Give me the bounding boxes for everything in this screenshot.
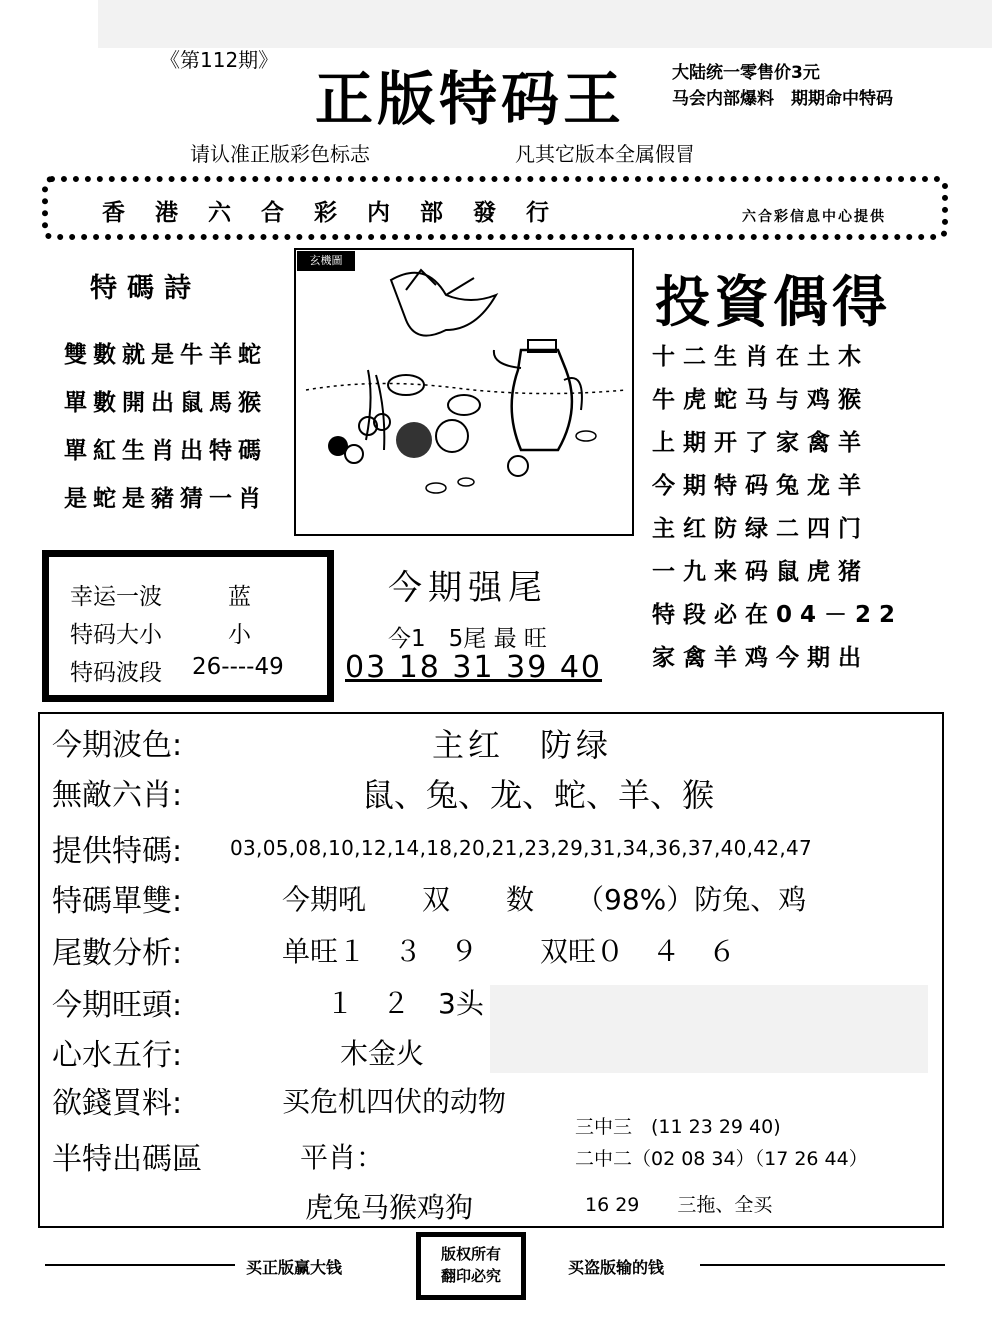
invest-line: 上期开了家禽羊 xyxy=(652,430,869,456)
slogan-note: 马会内部爆料 期期命中特码 xyxy=(672,89,893,109)
strong-tail-subtitle: 今1 5尾 最 旺 xyxy=(388,626,547,652)
footer-right-text: 买盗版输的钱 xyxy=(568,1258,665,1277)
three-in-three: 三中三 (11 23 29 40) xyxy=(575,1116,781,1138)
parity-value: 今期吼 双 数 （98%）防兔、鸡 xyxy=(282,883,807,916)
buy-label: 欲錢買料: xyxy=(52,1086,183,1121)
invest-line: 特段必在04－22 xyxy=(652,602,904,628)
tow-note: 16 29 三拖、全买 xyxy=(585,1194,773,1216)
riddle-illustration xyxy=(296,250,632,534)
six-zodiac-value: 鼠、兔、龙、蛇、羊、猴 xyxy=(362,776,715,814)
invest-line: 十二生肖在土木 xyxy=(652,344,869,370)
element-value: 木金火 xyxy=(340,1037,425,1070)
color-value: 主红 防绿 xyxy=(432,726,613,764)
tail-label: 尾數分析: xyxy=(52,936,183,971)
provide-label: 提供特碼: xyxy=(52,834,183,869)
lucky-wave-value: 蓝 xyxy=(228,584,251,610)
counterfeit-warning: 凡其它版本全属假冒 xyxy=(515,142,695,166)
riddle-picture xyxy=(294,248,634,536)
six-zodiac-label: 無敵六肖: xyxy=(52,778,183,813)
provide-value: 03,05,08,10,12,14,18,20,21,23,29,31,34,36,37,40,42,47 xyxy=(230,836,813,860)
invest-line: 主红防绿二四门 xyxy=(652,516,869,542)
poem-title: 特碼詩 xyxy=(90,273,201,304)
copyright-line: 版权所有 xyxy=(440,1245,501,1263)
flat-label: 平肖： xyxy=(300,1141,385,1174)
range-value: 26----49 xyxy=(192,654,284,680)
strong-tail-numbers: 03 18 31 39 40 xyxy=(345,650,603,685)
price-note: 大陆统一零售价3元 xyxy=(672,63,820,83)
page-title: 正版特码王 xyxy=(315,65,626,133)
lucky-wave-label: 幸运一波 xyxy=(70,584,162,610)
range-label: 特码波段 xyxy=(70,660,162,686)
gray-block xyxy=(490,985,928,1073)
element-label: 心水五行: xyxy=(52,1038,183,1073)
footer-line-left xyxy=(45,1264,235,1266)
head-label: 今期旺頭: xyxy=(52,988,183,1023)
size-value: 小 xyxy=(228,622,251,648)
tail-double: 双旺０ ４ ６ xyxy=(540,935,737,968)
invest-title: 投資偶得 xyxy=(655,269,892,334)
half-zone-label: 半特出碼區 xyxy=(52,1142,202,1177)
footer-left-text: 买正版赢大钱 xyxy=(246,1258,343,1277)
poem-line: 單紅生肖出特碼 xyxy=(64,437,267,464)
strong-tail-title: 今期强尾 xyxy=(388,568,548,608)
copyright-box xyxy=(416,1232,526,1300)
copyright-line: 翻印必究 xyxy=(440,1267,501,1285)
invest-line: 牛虎蛇马与鸡猴 xyxy=(652,387,869,413)
three-in-two: 二中二（02 08 34）（17 26 44） xyxy=(575,1148,868,1170)
poem-line: 是蛇是豬猜一肖 xyxy=(64,485,267,512)
banner-text: 香港六合彩内部發行 xyxy=(102,199,579,226)
poem-line: 雙數就是牛羊蛇 xyxy=(64,341,267,368)
head-value: １ ２ 3头 xyxy=(326,987,484,1020)
parity-label: 特碼單雙: xyxy=(52,884,183,919)
top-gray-band xyxy=(98,0,992,48)
poem-line: 單數開出鼠馬猴 xyxy=(64,389,267,416)
footer-line-right xyxy=(700,1264,945,1266)
issue-number: 《第112期》 xyxy=(160,48,279,72)
invest-line: 家禽羊鸡今期出 xyxy=(652,645,869,671)
invest-line: 一九来码鼠虎猪 xyxy=(652,559,869,585)
invest-line: 今期特码兔龙羊 xyxy=(652,473,869,499)
tail-single: 单旺１ ３ ９ xyxy=(282,935,479,968)
picture-label: 玄機圖 xyxy=(297,251,355,271)
buy-value: 买危机四伏的动物 xyxy=(282,1085,507,1118)
zodiac-list: 虎兔马猴鸡狗 xyxy=(305,1191,474,1224)
banner-source: 六合彩信息中心提供 xyxy=(742,209,886,225)
authentic-warning: 请认准正版彩色标志 xyxy=(190,142,370,166)
color-label: 今期波色: xyxy=(52,728,183,763)
size-label: 特码大小 xyxy=(70,622,162,648)
